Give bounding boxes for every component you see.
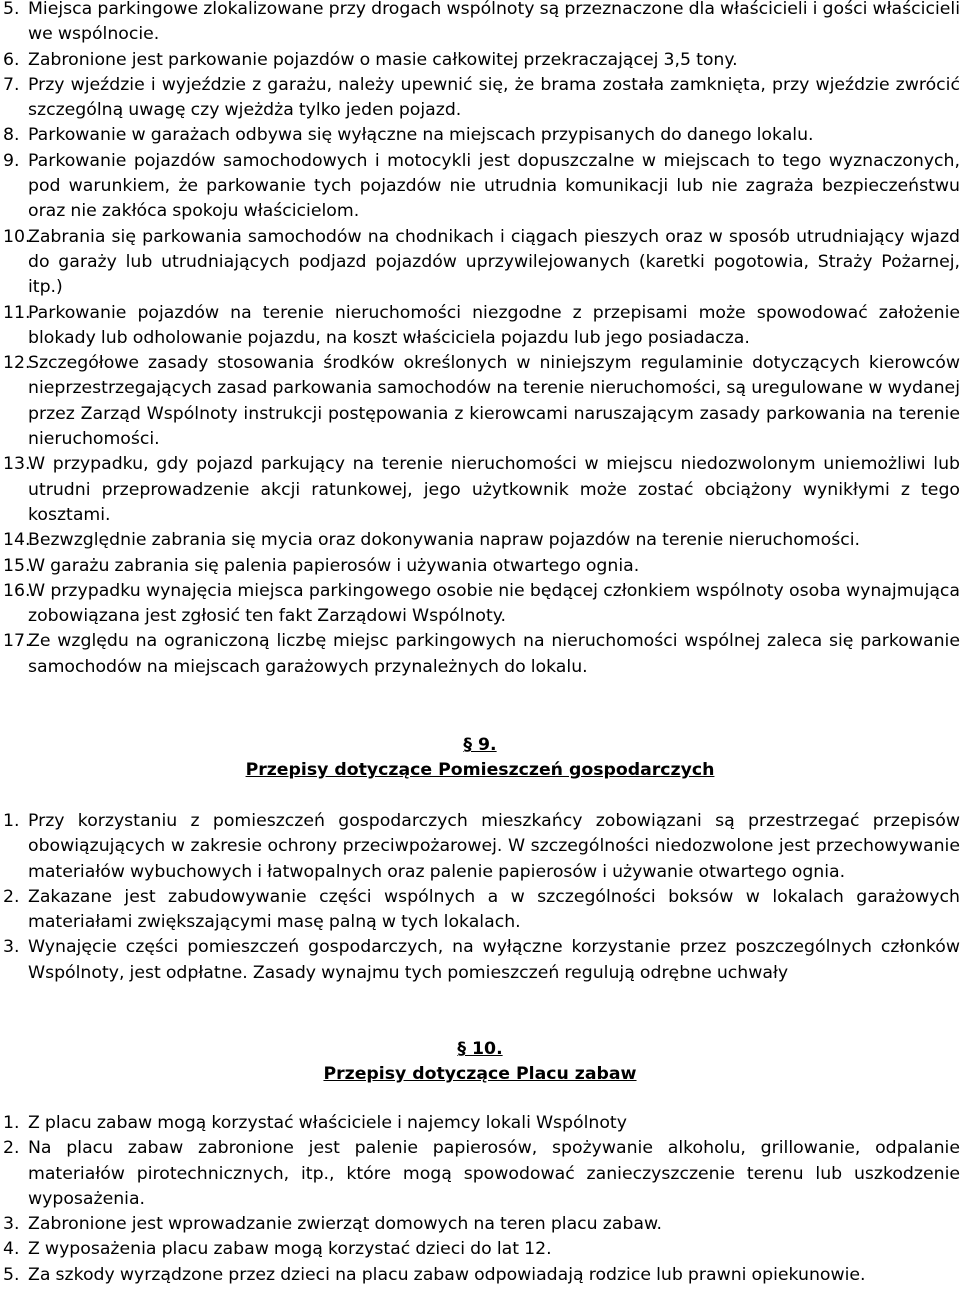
item-text: Z wyposażenia placu zabaw mogą korzystać dzieci do lat 12. bbox=[28, 1239, 552, 1260]
list-item bbox=[0, 629, 960, 680]
item-text: W przypadku wynajęcia miejsca parkingowego osobie nie będącej członkiem wspólnoty osoba wynajmująca zobowiązana jest zgłosić ten fakt Zarządowi Wspólnoty. bbox=[28, 580, 960, 627]
list-item bbox=[0, 301, 960, 352]
list-item bbox=[0, 935, 960, 986]
section-9-heading bbox=[0, 733, 960, 784]
item-number: 3. bbox=[3, 1214, 20, 1235]
item-number: 1. bbox=[3, 1113, 20, 1133]
item-number: 12. bbox=[3, 353, 31, 374]
list-item bbox=[0, 123, 960, 148]
list-item bbox=[0, 885, 960, 936]
item-text: Zabronione jest parkowanie pojazdów o masie całkowitej przekraczającej 3,5 tony. bbox=[28, 49, 738, 70]
item-text: Miejsca parkingowe zlokalizowane przy drogach wspólnoty są przeznaczone dla właścicieli i gości właścicieli we wspólnocie. bbox=[28, 0, 960, 45]
list-item bbox=[0, 579, 960, 630]
item-text: Przy korzystaniu z pomieszczeń gospodarczych mieszkańcy zobowiązani są przestrzegać przepisów obowiązujących w zakresie ochrony przeciwpożarowej. W szczególności niedozwolone jest przechowywanie materiałów wybuchowych i łatwopalnych oraz palenie papierosów i używanie otwartego ognia. bbox=[28, 811, 960, 882]
list-item bbox=[0, 554, 960, 579]
item-text: Szczegółowe zasady stosowania środków określonych w niniejszym regulaminie dotyczących kierowców nieprzestrzegających zasad parkowania samochodów na terenie nieruchomości, są uregulowane w wydanej przez Zarząd Wspólnoty instrukcji postępowania z kierowcami naruszającym zasady parkowania na terenie nieruchomości. bbox=[28, 353, 960, 450]
list-item bbox=[0, 1237, 960, 1262]
list-item bbox=[0, 73, 960, 124]
item-number: 13. bbox=[3, 454, 31, 475]
section-title: Przepisy dotyczące Placu zabaw bbox=[323, 1064, 637, 1085]
item-text: Zabrania się parkowania samochodów na chodnikach i ciągach pieszych oraz w sposób utrudniający wjazd do garaży lub utrudniających podjazd pojazdów uprzywilejowanych (karetki pogotowia, Straży Pożarnej, itp.) bbox=[28, 226, 960, 298]
list-item bbox=[0, 1136, 960, 1212]
item-number: 17. bbox=[3, 631, 31, 652]
item-text: Zakazane jest zabudowywanie części wspólnych a w szczególności boksów w lokalach garażowych materiałami zwiększającymi masę palną w tych lokalach. bbox=[28, 886, 960, 933]
list-item bbox=[0, 1212, 960, 1237]
item-number: 10. bbox=[3, 226, 31, 247]
list-item bbox=[0, 225, 960, 301]
list-item bbox=[0, 149, 960, 225]
item-text: Z placu zabaw mogą korzystać właściciele i najemcy lokali Wspólnoty bbox=[28, 1113, 627, 1133]
list-item bbox=[0, 48, 960, 73]
section-9-list bbox=[0, 809, 960, 986]
item-number: 2. bbox=[3, 886, 20, 907]
item-text: Bezwzględnie zabrania się mycia oraz dokonywania napraw pojazdów na terenie nieruchomości. bbox=[28, 530, 860, 551]
item-number: 7. bbox=[3, 74, 20, 95]
list-item bbox=[0, 452, 960, 528]
item-text: W przypadku, gdy pojazd parkujący na terenie nieruchomości w miejscu niedozwolonym uniemożliwi lub utrudni przeprowadzenie akcji ratunkowej, jego użytkownik może zostać obciążony wynikłymi z tego kosztami. bbox=[28, 454, 960, 525]
item-text: Zabronione jest wprowadzanie zwierząt domowych na teren placu zabaw. bbox=[28, 1214, 662, 1235]
item-text: Przy wjeździe i wyjeździe z garażu, należy upewnić się, że brama została zamknięta, przy wjeździe zwrócić szczególną uwagę czy wjeżdża tylko jeden pojazd. bbox=[28, 74, 960, 121]
section-10-list bbox=[0, 1111, 960, 1288]
section-number: § 10. bbox=[457, 1039, 503, 1059]
item-text: Parkowanie pojazdów samochodowych i motocykli jest dopuszczalne w miejscach to tego wyznaczonych, pod warunkiem, że parkowanie tych pojazdów nie utrudnia komunikacji lub nie zagraża bezpieczeństwu oraz nie zakłóca spokoju właścicielom. bbox=[28, 150, 960, 222]
item-text: Wynajęcie części pomieszczeń gospodarczych, na wyłączne korzystanie przez poszczególnych członków Wspólnoty, jest odpłatne. Zasady wynajmu tych pomieszczeń regulują odrębne uchwały bbox=[28, 937, 960, 983]
list-item bbox=[0, 528, 960, 553]
item-text: Na placu zabaw zabronione jest palenie papierosów, spożywanie alkoholu, grillowanie, odpalanie materiałów pirotechnicznych, itp., które mogą spowodować zanieczyszczenie terenu lub uszkodzenie wyposażenia. bbox=[28, 1138, 960, 1209]
item-number: 9. bbox=[3, 150, 20, 171]
item-text: W garażu zabrania się palenia papierosów i używania otwartego ognia. bbox=[28, 555, 640, 576]
item-number: 6. bbox=[3, 49, 20, 70]
list-item bbox=[0, 0, 960, 48]
item-text: Parkowanie w garażach odbywa się wyłączne na miejscach przypisanych do danego lokalu. bbox=[28, 125, 814, 146]
item-number: 8. bbox=[3, 125, 20, 146]
item-number: 14. bbox=[3, 530, 31, 551]
item-number: 2. bbox=[3, 1138, 20, 1159]
list-item bbox=[0, 1263, 960, 1288]
item-number: 5. bbox=[3, 1264, 20, 1285]
list-item bbox=[0, 809, 960, 885]
item-number: 16. bbox=[3, 580, 31, 601]
item-text: Za szkody wyrządzone przez dzieci na placu zabaw odpowiadają rodzice lub prawni opiekunowie. bbox=[28, 1264, 866, 1285]
item-number: 5. bbox=[3, 0, 20, 19]
item-text: Parkowanie pojazdów na terenie nieruchomości niezgodne z przepisami może spowodować założenie blokady lub odholowanie pojazdu, na koszt właściciela pojazdu lub jego posiadacza. bbox=[28, 302, 960, 348]
item-number: 1. bbox=[3, 811, 20, 831]
item-number: 4. bbox=[3, 1239, 20, 1260]
section-number: § 9. bbox=[463, 735, 497, 755]
item-number: 15. bbox=[3, 555, 31, 576]
item-number: 3. bbox=[3, 937, 20, 958]
section-title: Przepisy dotyczące Pomieszczeń gospodarczych bbox=[245, 760, 715, 781]
list-item bbox=[0, 1111, 960, 1136]
item-text: Ze względu na ograniczoną liczbę miejsc parkingowych na nieruchomości wspólnej zaleca się parkowanie samochodów na miejscach garażowych przynależnych do lokalu. bbox=[28, 631, 960, 677]
item-number: 11. bbox=[3, 302, 31, 323]
section-10-heading bbox=[0, 1037, 960, 1088]
list-item bbox=[0, 351, 960, 452]
